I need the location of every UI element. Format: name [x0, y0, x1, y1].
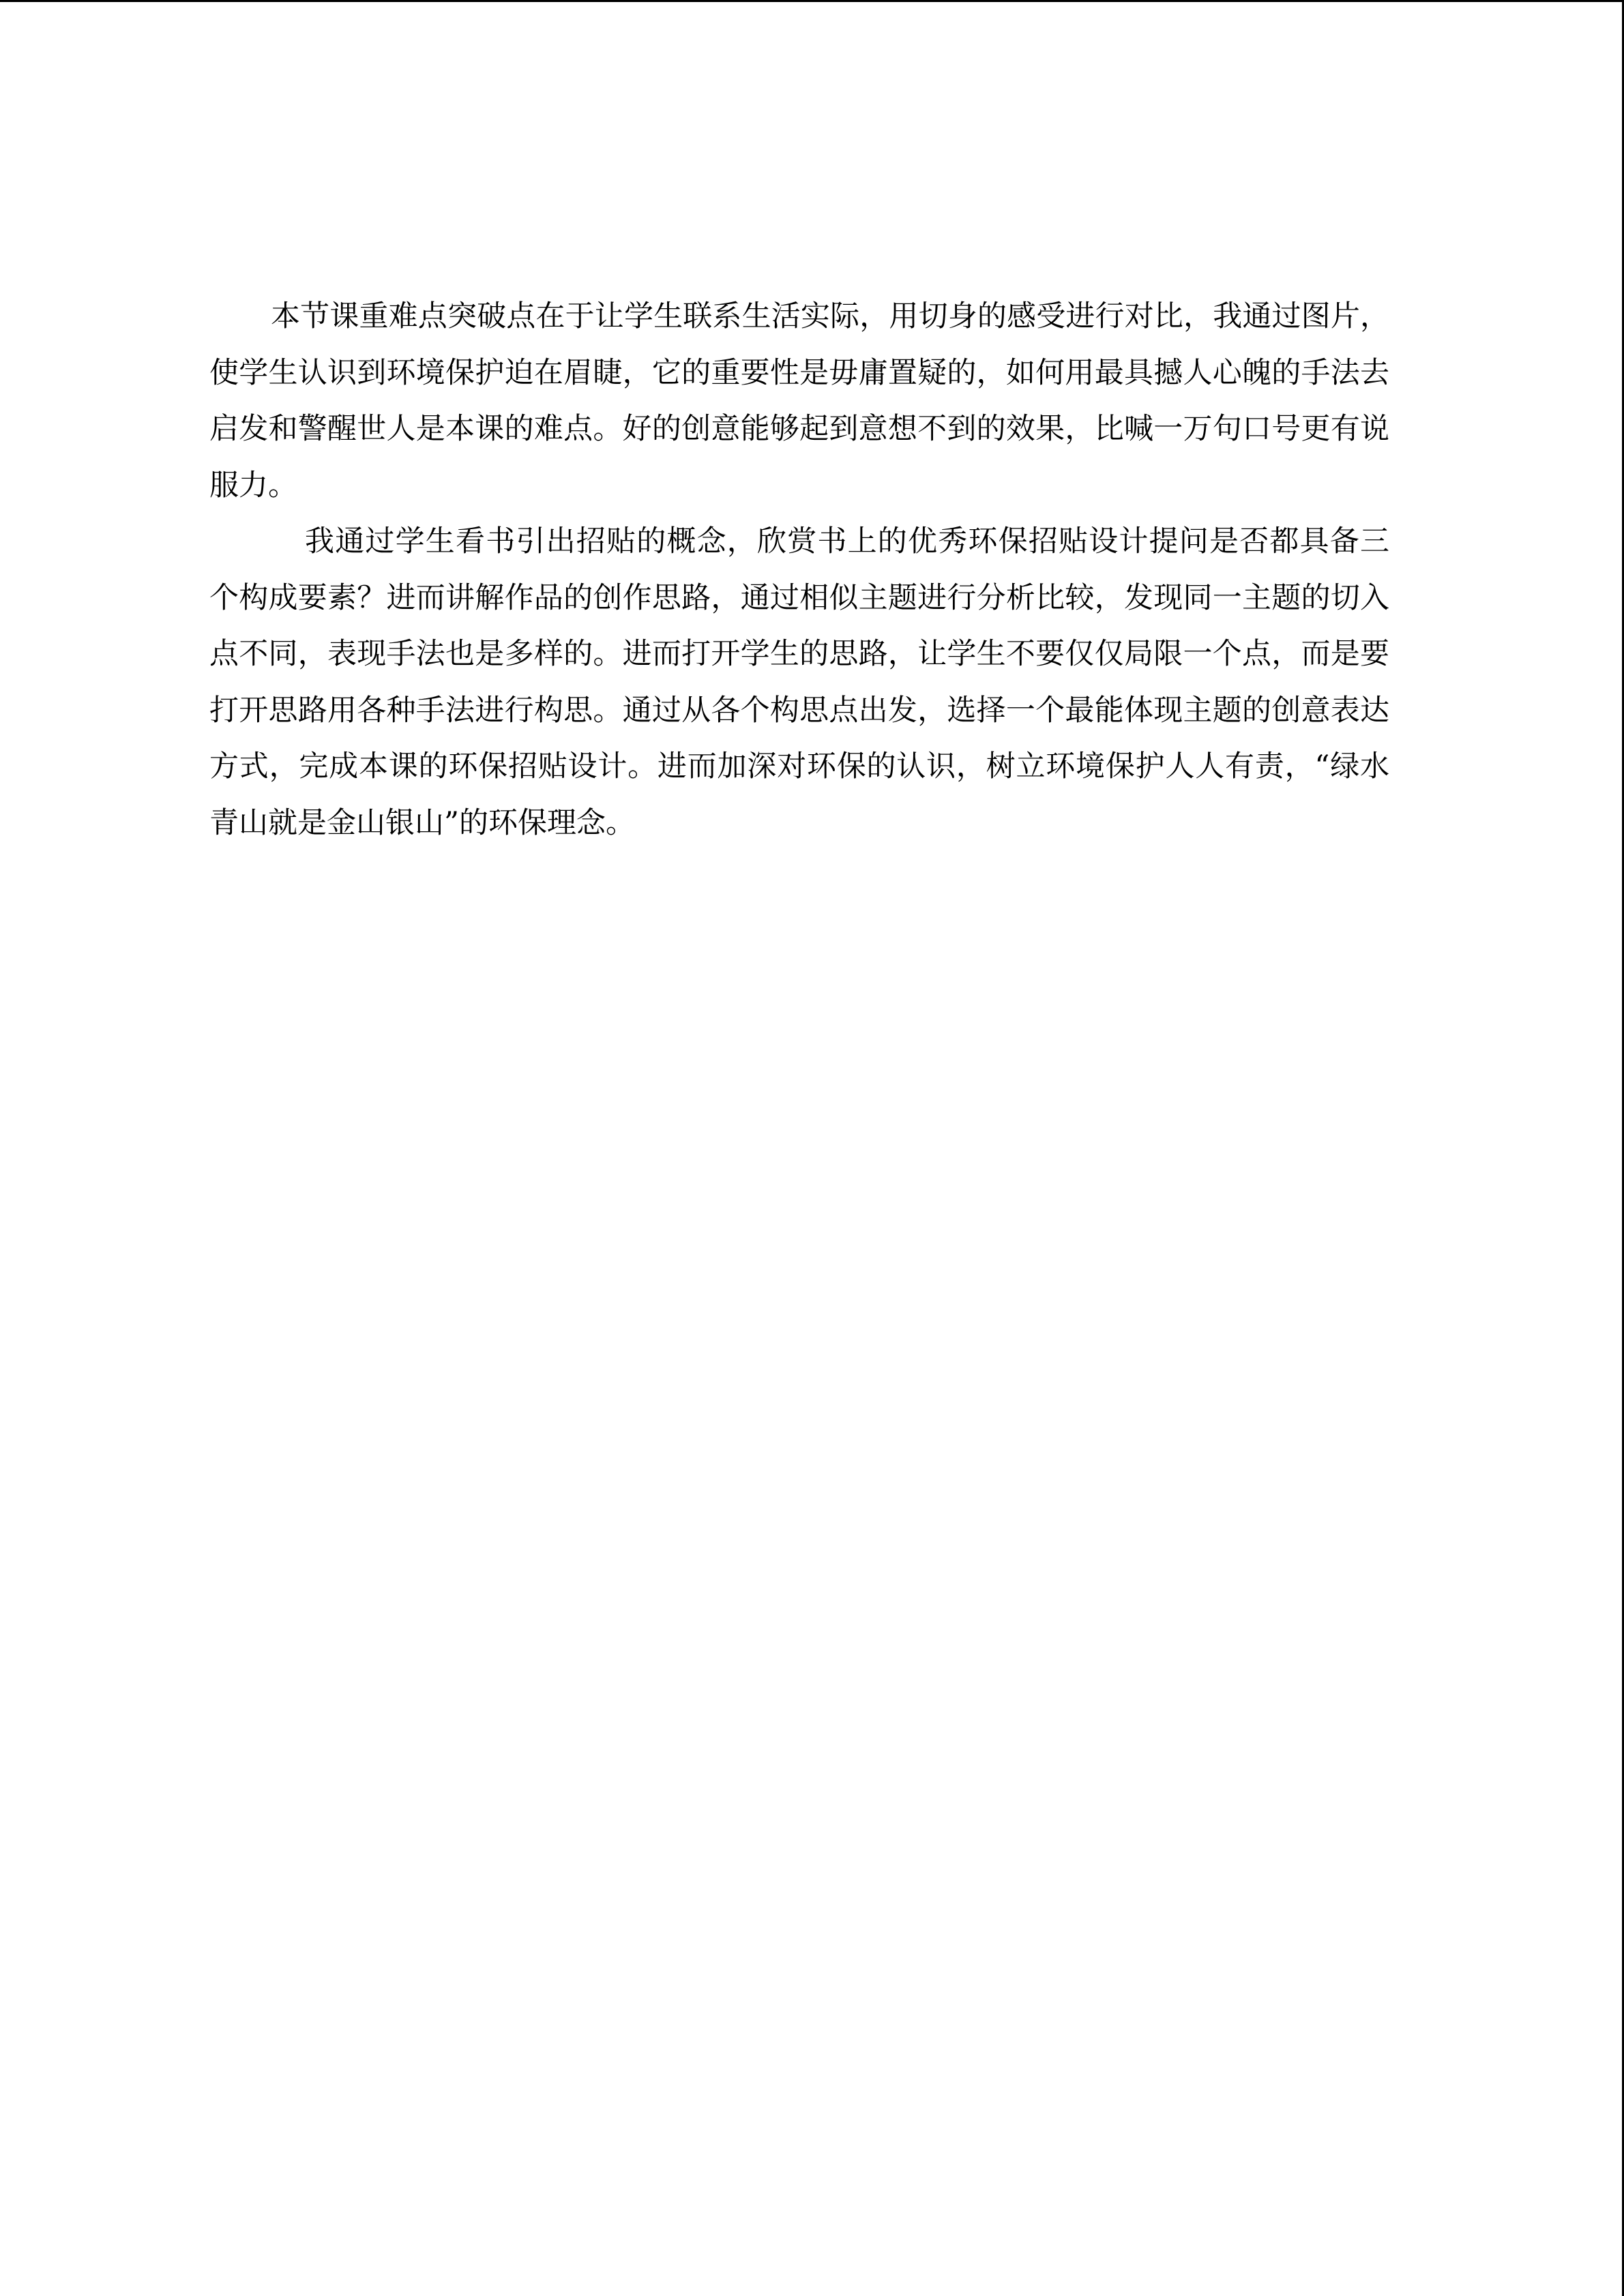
paragraph-1: 本节课重难点突破点在于让学生联系生活实际，用切身的感受进行对比，我通过图片，使学生认识到环境保护迫在眉睫，它的重要性是毋庸置疑的，如何用最具撼人心魄的手法去启发和警醒世人是本课的难点。好的创意能够起到意想不到的效果，比喊一万句口号更有说服力。	[209, 299, 1389, 503]
paragraph-2: 我通过学生看书引出招贴的概念，欣赏书上的优秀环保招贴设计提问是否都具备三个构成要素？进而讲解作品的创作思路，通过相似主题进行分析比较，发现同一主题的切入点不同，表现手法也是多样的。进而打开学生的思路，让学生不要仅仅局限一个点，而是要打开思路用各种手法进行构思。通过从各个构思点出发，选择一个最能体现主题的创意表达方式，完成本课的环保招贴设计。进而加深对环保的认识，树立环境保护人人有责，“绿水青山就是金山银山”的环保理念。	[209, 524, 1389, 840]
body-text	[209, 288, 1389, 851]
